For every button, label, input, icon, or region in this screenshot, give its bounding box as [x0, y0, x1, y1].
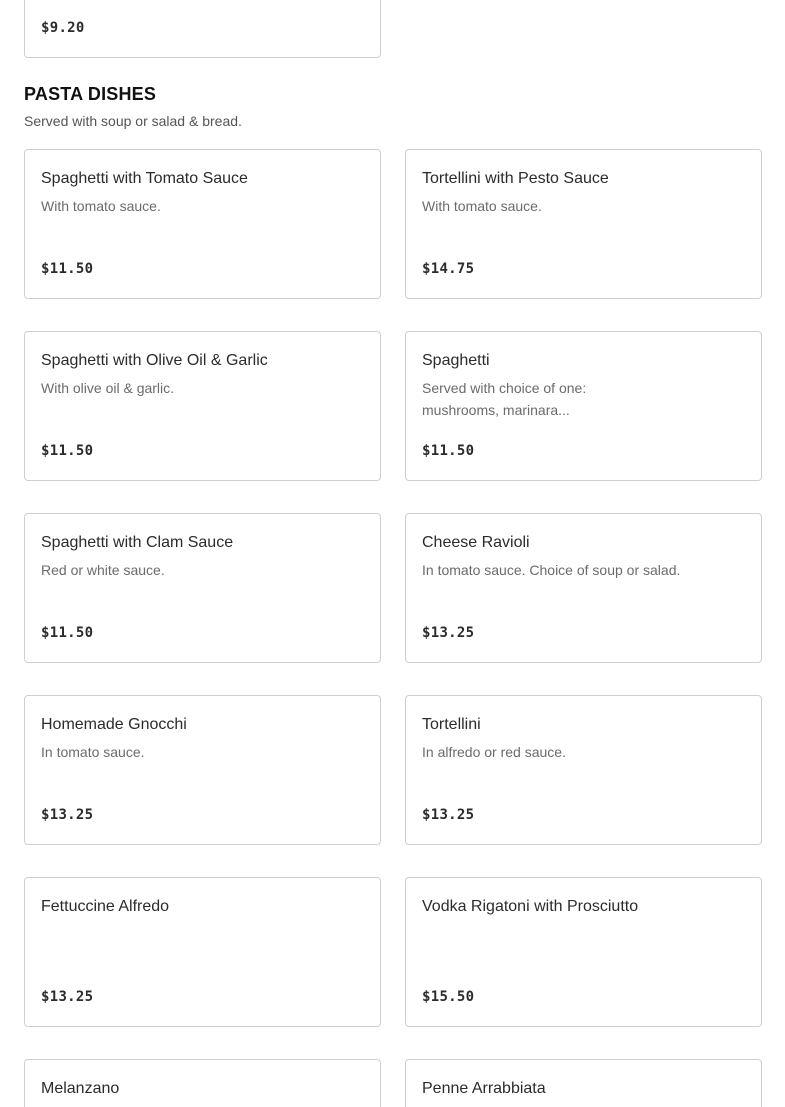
menu-item-card[interactable] [405, 695, 762, 845]
menu-item-card[interactable] [24, 0, 381, 58]
item-price: $9.20 [41, 20, 85, 36]
menu-item-card[interactable] [24, 695, 381, 845]
item-description: In tomato sauce. [41, 744, 145, 760]
item-price: $13.25 [41, 989, 94, 1005]
item-name: Melanzano [41, 1080, 120, 1097]
item-name: Cheese Ravioli [422, 534, 530, 551]
menu-item-card[interactable] [405, 513, 762, 663]
item-description: Served with choice of one: mushrooms, marinara... [422, 380, 587, 418]
item-price: $11.50 [41, 261, 94, 277]
menu-item-card[interactable] [405, 331, 762, 481]
section-title: PASTA DISHES [24, 84, 157, 104]
menu-item-card[interactable] [24, 149, 381, 299]
item-name: Tortellini with Pesto Sauce [422, 170, 609, 187]
item-description: With olive oil & garlic. [41, 380, 175, 396]
item-name: Vodka Rigatoni with Prosciutto [422, 898, 639, 915]
item-price: $14.75 [422, 261, 475, 277]
item-name: Penne Arrabbiata [422, 1080, 546, 1097]
menu-item-card[interactable] [405, 149, 762, 299]
menu-item-card[interactable] [24, 331, 381, 481]
item-description: Red or white sauce. [41, 562, 165, 578]
item-name: Spaghetti with Olive Oil & Garlic [41, 352, 268, 369]
item-description: In tomato sauce. Choice of soup or salad. [422, 562, 681, 578]
item-price: $13.25 [422, 625, 475, 641]
item-price: $13.25 [422, 807, 475, 823]
item-description: In alfredo or red sauce. [422, 744, 566, 760]
item-description: With tomato sauce. [422, 198, 542, 214]
item-price: $13.25 [41, 807, 94, 823]
menu-item-card[interactable] [24, 513, 381, 663]
item-price: $11.50 [422, 443, 475, 459]
menu-item-card[interactable] [24, 877, 381, 1027]
item-price: $11.50 [41, 443, 94, 459]
menu-item-card[interactable] [405, 877, 762, 1027]
item-price: $15.50 [422, 989, 475, 1005]
menu-item-card[interactable] [24, 1059, 381, 1107]
menu-item-card[interactable] [405, 1059, 762, 1107]
item-price: $11.50 [41, 625, 94, 641]
item-name: Spaghetti [422, 352, 490, 369]
section-subtitle: Served with soup or salad & bread. [24, 113, 242, 129]
item-name: Homemade Gnocchi [41, 716, 187, 733]
item-name: Tortellini [422, 716, 481, 733]
item-name: Spaghetti with Clam Sauce [41, 534, 234, 551]
item-description: With tomato sauce. [41, 198, 161, 214]
item-name: Fettuccine Alfredo [41, 898, 170, 915]
item-name: Spaghetti with Tomato Sauce [41, 170, 248, 187]
